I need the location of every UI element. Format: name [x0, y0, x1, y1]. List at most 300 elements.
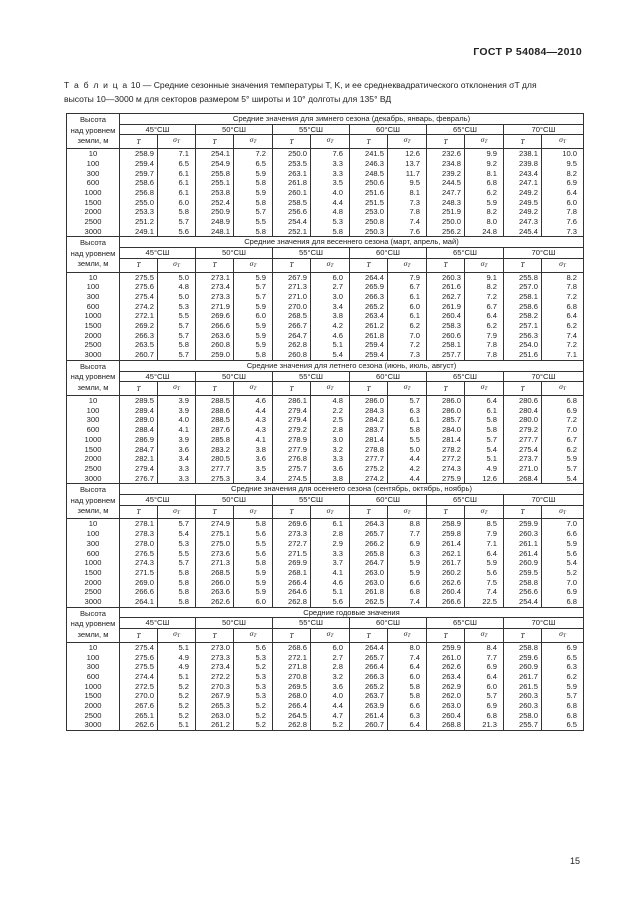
temperature-value: 248.1	[196, 227, 234, 237]
sigma-value: 6.4	[465, 672, 504, 682]
sigma-subscript: T	[407, 139, 411, 146]
sigma-subscript: T	[253, 386, 257, 393]
temperature-value: 256.8	[120, 188, 158, 198]
temperature-value: 268.6	[273, 642, 311, 652]
height-header	[67, 237, 120, 272]
temperature-value: 277.7	[196, 464, 234, 474]
temperature-value: 260.4	[427, 311, 465, 321]
height-value: 1500	[67, 691, 120, 701]
temperature-value: 249.5	[504, 198, 542, 208]
temperature-value: 273.3	[196, 292, 234, 302]
latitude-header: 50°СШ	[196, 124, 273, 135]
sigma-col-header	[388, 505, 427, 519]
sigma-subscript: T	[330, 139, 334, 146]
temperature-col-header: T	[196, 382, 234, 396]
sigma-col-header	[311, 382, 350, 396]
sigma-value: 8.4	[465, 642, 504, 652]
temperature-value: 272.2	[196, 672, 234, 682]
table-row	[67, 587, 584, 597]
table-row	[67, 227, 584, 237]
sigma-col-header	[465, 505, 504, 519]
temperature-value: 271.9	[196, 302, 234, 312]
sigma-value: 5.7	[465, 435, 504, 445]
sigma-value: 5.9	[388, 558, 427, 568]
sigma-col-header	[542, 382, 584, 396]
temperature-value: 270.8	[273, 672, 311, 682]
temperature-value: 249.2	[504, 188, 542, 198]
table-row	[67, 302, 584, 312]
temperature-value: 274.5	[273, 474, 311, 484]
sigma-subscript: T	[253, 139, 257, 146]
table-row	[67, 198, 584, 208]
sigma-value: 6.0	[234, 311, 273, 321]
temperature-col-header: T	[427, 382, 465, 396]
height-value: 1500	[67, 198, 120, 208]
sigma-value: 6.0	[542, 198, 584, 208]
sigma-value: 7.2	[388, 340, 427, 350]
temperature-value: 264.3	[350, 519, 388, 529]
sigma-col-header	[234, 258, 273, 272]
temperature-value: 241.5	[350, 149, 388, 159]
sigma-value: 4.9	[465, 464, 504, 474]
temperature-value: 263.4	[350, 311, 388, 321]
section-header-row	[67, 607, 584, 618]
temperature-value: 271.5	[273, 549, 311, 559]
temperature-value: 261.8	[273, 178, 311, 188]
sigma-value: 7.3	[388, 350, 427, 360]
temperature-value: 270.0	[273, 302, 311, 312]
sigma-value: 7.8	[542, 282, 584, 292]
height-value: 3000	[67, 227, 120, 237]
sigma-value: 5.9	[234, 578, 273, 588]
height-value: 600	[67, 425, 120, 435]
temperature-value: 266.0	[196, 578, 234, 588]
sigma-value: 6.1	[158, 169, 196, 179]
height-header-line: земли, м	[77, 136, 109, 145]
latitude-header: 60°СШ	[350, 248, 427, 259]
temperature-value: 265.7	[350, 653, 388, 663]
temperature-value: 271.5	[120, 568, 158, 578]
table-row	[67, 207, 584, 217]
sigma-value: 5.2	[158, 711, 196, 721]
height-value: 300	[67, 415, 120, 425]
temperature-value: 257.0	[504, 282, 542, 292]
sigma-value: 5.2	[158, 701, 196, 711]
latitude-header: 70°СШ	[504, 124, 584, 135]
sigma-value: 6.1	[158, 188, 196, 198]
sigma-value: 7.2	[234, 149, 273, 159]
temperature-value: 259.0	[196, 350, 234, 360]
height-value: 1000	[67, 311, 120, 321]
temperature-value: 262.1	[427, 549, 465, 559]
sigma-value: 5.5	[158, 549, 196, 559]
sigma-value: 3.0	[311, 435, 350, 445]
sigma-subscript: T	[176, 386, 180, 393]
temperature-value: 275.5	[120, 272, 158, 282]
height-header-line: Высота	[79, 238, 107, 248]
sigma-value: 3.3	[311, 159, 350, 169]
temperature-value: 280.6	[504, 395, 542, 405]
temperature-value: 266.6	[196, 321, 234, 331]
temperature-value: 261.6	[427, 282, 465, 292]
sigma-value: 6.6	[542, 529, 584, 539]
temperature-value: 275.6	[120, 653, 158, 663]
sigma-symbol: σ	[326, 382, 331, 392]
sigma-col-header	[542, 135, 584, 149]
table-row	[67, 159, 584, 169]
sigma-value: 6.9	[465, 662, 504, 672]
temperature-value: 274.3	[427, 464, 465, 474]
temperature-value: 258.9	[427, 519, 465, 529]
temperature-value: 260.3	[427, 272, 465, 282]
sigma-subscript: T	[176, 633, 180, 640]
sigma-value: 6.2	[388, 321, 427, 331]
temperature-value: 259.7	[120, 169, 158, 179]
height-value: 10	[67, 272, 120, 282]
sigma-subscript: T	[176, 509, 180, 516]
sigma-value: 2.2	[311, 406, 350, 416]
temperature-col-header: T	[273, 629, 311, 643]
sigma-value: 6.4	[388, 662, 427, 672]
temperature-value: 268.5	[196, 568, 234, 578]
temperature-value: 251.5	[350, 198, 388, 208]
sigma-value: 5.8	[158, 578, 196, 588]
sigma-value: 5.1	[311, 587, 350, 597]
temperature-value: 266.7	[273, 321, 311, 331]
sigma-value: 7.2	[542, 340, 584, 350]
sigma-value: 6.1	[388, 311, 427, 321]
height-value: 600	[67, 178, 120, 188]
sigma-value: 9.9	[465, 149, 504, 159]
sigma-value: 4.2	[388, 464, 427, 474]
sigma-value: 5.5	[234, 539, 273, 549]
table-row	[67, 331, 584, 341]
temperature-col-header: T	[427, 505, 465, 519]
latitude-header: 45°СШ	[120, 618, 196, 629]
sigma-value: 3.9	[158, 435, 196, 445]
sigma-col-header	[234, 629, 273, 643]
caption-line2: высоты 10—3000 м для секторов размером 5° широты и 10° долготы для 135° ВД	[64, 94, 392, 104]
sigma-subscript: T	[562, 139, 566, 146]
sigma-value: 7.4	[542, 331, 584, 341]
height-header-line: над уровнем	[70, 495, 116, 505]
sigma-value: 6.8	[542, 711, 584, 721]
sigma-value: 6.8	[388, 587, 427, 597]
sigma-symbol: σ	[480, 382, 485, 392]
temperature-value: 261.2	[350, 321, 388, 331]
temperature-value: 262.6	[427, 662, 465, 672]
temperature-value: 269.6	[196, 311, 234, 321]
height-header	[67, 484, 120, 519]
temperature-value: 250.0	[427, 217, 465, 227]
sigma-value: 6.2	[465, 321, 504, 331]
temperature-value: 234.8	[427, 159, 465, 169]
temperature-value: 260.8	[273, 350, 311, 360]
sigma-value: 5.2	[311, 720, 350, 730]
table-row	[67, 568, 584, 578]
height-value: 100	[67, 529, 120, 539]
sigma-value: 5.9	[234, 321, 273, 331]
temperature-value: 275.4	[120, 642, 158, 652]
temperature-value: 265.9	[350, 282, 388, 292]
height-value: 10	[67, 395, 120, 405]
temperature-value: 273.3	[196, 653, 234, 663]
temperature-value: 263.1	[273, 169, 311, 179]
sigma-col-header	[158, 629, 196, 643]
temperature-value: 265.3	[196, 701, 234, 711]
latitude-header: 50°СШ	[196, 371, 273, 382]
sigma-subscript: T	[484, 386, 488, 393]
table-row	[67, 529, 584, 539]
sigma-subscript: T	[562, 509, 566, 516]
sigma-value: 5.6	[311, 597, 350, 607]
temperature-value: 273.1	[196, 272, 234, 282]
sigma-subscript: T	[253, 262, 257, 269]
table-row	[67, 340, 584, 350]
sigma-value: 6.7	[542, 435, 584, 445]
sigma-value: 6.5	[158, 159, 196, 169]
sigma-value: 4.8	[311, 395, 350, 405]
param-row	[67, 382, 584, 396]
sigma-value: 3.8	[234, 445, 273, 455]
sigma-value: 6.1	[388, 292, 427, 302]
sigma-value: 5.9	[542, 454, 584, 464]
sigma-value: 3.6	[311, 682, 350, 692]
temperature-value: 254.1	[196, 149, 234, 159]
height-header-line: Высота	[79, 115, 107, 124]
temperature-value: 264.4	[350, 642, 388, 652]
sigma-col-header	[465, 629, 504, 643]
table-row	[67, 653, 584, 663]
sigma-value: 5.3	[234, 682, 273, 692]
temperature-value: 254.9	[196, 159, 234, 169]
height-value: 2000	[67, 701, 120, 711]
temperature-value: 263.6	[196, 587, 234, 597]
sigma-symbol: σ	[173, 258, 177, 268]
height-value: 2000	[67, 331, 120, 341]
sigma-symbol: σ	[403, 505, 408, 515]
table-row	[67, 691, 584, 701]
temperature-value: 273.7	[504, 454, 542, 464]
sigma-subscript: T	[176, 262, 180, 269]
temperature-value: 238.1	[504, 149, 542, 159]
temperature-value: 266.2	[350, 539, 388, 549]
sigma-value: 7.4	[465, 587, 504, 597]
sigma-value: 5.8	[234, 350, 273, 360]
sigma-value: 7.6	[542, 217, 584, 227]
sigma-value: 5.8	[388, 682, 427, 692]
sigma-value: 8.0	[388, 642, 427, 652]
temperature-value: 261.4	[350, 711, 388, 721]
sigma-symbol: σ	[480, 505, 485, 515]
temperature-value: 265.2	[350, 302, 388, 312]
temperature-value: 289.0	[120, 415, 158, 425]
sigma-value: 6.8	[465, 178, 504, 188]
sigma-value: 8.1	[388, 188, 427, 198]
temperature-value: 247.7	[427, 188, 465, 198]
param-row	[67, 135, 584, 149]
sigma-value: 6.6	[388, 578, 427, 588]
sigma-value: 6.3	[542, 662, 584, 672]
sigma-symbol: σ	[249, 258, 254, 268]
height-value: 1500	[67, 568, 120, 578]
temperature-value: 277.9	[273, 445, 311, 455]
table-row	[67, 464, 584, 474]
height-header-line: над уровнем	[70, 372, 116, 382]
temperature-value: 239.8	[504, 159, 542, 169]
sigma-symbol: σ	[559, 505, 563, 515]
temperature-value: 258.3	[427, 321, 465, 331]
sigma-value: 6.4	[542, 188, 584, 198]
temperature-col-header: T	[120, 382, 158, 396]
table-row	[67, 350, 584, 360]
temperature-value: 274.2	[120, 302, 158, 312]
temperature-value: 254.4	[273, 217, 311, 227]
latitude-header: 65°СШ	[427, 371, 504, 382]
sigma-value: 5.7	[158, 350, 196, 360]
temperature-value: 269.9	[273, 558, 311, 568]
temperature-value: 268.8	[427, 720, 465, 730]
temperature-value: 289.4	[120, 406, 158, 416]
temperature-value: 277.7	[504, 435, 542, 445]
table-row	[67, 149, 584, 159]
temperature-value: 275.3	[196, 474, 234, 484]
sigma-col-header	[158, 505, 196, 519]
sigma-symbol: σ	[559, 258, 563, 268]
latitude-header: 60°СШ	[350, 124, 427, 135]
temperature-value: 262.9	[427, 682, 465, 692]
temperature-value: 262.5	[350, 597, 388, 607]
latitude-row	[67, 495, 584, 506]
height-value: 1000	[67, 558, 120, 568]
sigma-subscript: T	[407, 262, 411, 269]
temperature-value: 262.8	[273, 597, 311, 607]
section-title: Средние годовые значения	[120, 607, 584, 618]
height-header-line: над уровнем	[70, 125, 116, 135]
sigma-value: 6.1	[311, 519, 350, 529]
temperature-value: 279.4	[273, 406, 311, 416]
sigma-value: 7.8	[465, 340, 504, 350]
temperature-col-header: T	[504, 135, 542, 149]
temperature-value: 266.3	[350, 292, 388, 302]
sigma-col-header	[158, 382, 196, 396]
sigma-value: 5.8	[311, 227, 350, 237]
temperature-value: 275.4	[504, 445, 542, 455]
temperature-value: 251.2	[120, 217, 158, 227]
temperature-value: 263.5	[120, 340, 158, 350]
height-value: 2500	[67, 340, 120, 350]
latitude-header: 45°СШ	[120, 248, 196, 259]
sigma-value: 4.8	[158, 282, 196, 292]
sigma-value: 6.1	[388, 415, 427, 425]
temperature-value: 275.0	[196, 539, 234, 549]
sigma-value: 7.9	[388, 272, 427, 282]
sigma-value: 7.0	[388, 331, 427, 341]
sigma-value: 3.3	[158, 464, 196, 474]
temperature-value: 277.7	[350, 454, 388, 464]
temperature-value: 258.6	[504, 302, 542, 312]
sigma-value: 11.7	[388, 169, 427, 179]
sigma-subscript: T	[330, 262, 334, 269]
sigma-col-header	[388, 382, 427, 396]
sigma-value: 5.9	[234, 272, 273, 282]
sigma-value: 6.9	[542, 178, 584, 188]
sigma-value: 4.8	[311, 207, 350, 217]
sigma-value: 6.0	[158, 198, 196, 208]
temperature-col-header: T	[120, 258, 158, 272]
sigma-col-header	[311, 505, 350, 519]
sigma-value: 12.6	[465, 474, 504, 484]
sigma-value: 7.8	[465, 350, 504, 360]
temperature-value: 282.1	[120, 454, 158, 464]
sigma-symbol: σ	[249, 505, 254, 515]
sigma-value: 5.3	[234, 653, 273, 663]
table-row	[67, 188, 584, 198]
temperature-value: 260.1	[273, 188, 311, 198]
sigma-value: 5.9	[542, 682, 584, 692]
sigma-value: 5.5	[388, 435, 427, 445]
sigma-subscript: T	[562, 262, 566, 269]
temperature-value: 288.5	[196, 415, 234, 425]
temperature-col-header: T	[120, 629, 158, 643]
sigma-value: 4.0	[311, 691, 350, 701]
temperature-value: 265.1	[120, 711, 158, 721]
latitude-header: 45°СШ	[120, 371, 196, 382]
temperature-value: 286.0	[427, 395, 465, 405]
temperature-value: 268.1	[273, 568, 311, 578]
height-header-line: над уровнем	[70, 619, 116, 629]
table-row	[67, 178, 584, 188]
latitude-header: 70°СШ	[504, 248, 584, 259]
sigma-value: 4.4	[388, 454, 427, 464]
temperature-value: 262.8	[273, 720, 311, 730]
temperature-value: 274.9	[196, 519, 234, 529]
temperature-value: 255.1	[196, 178, 234, 188]
sigma-value: 5.2	[542, 568, 584, 578]
temperature-value: 254.0	[504, 340, 542, 350]
sigma-value: 4.9	[158, 662, 196, 672]
temperature-value: 266.4	[273, 578, 311, 588]
temperature-value: 256.6	[273, 207, 311, 217]
temperature-value: 261.1	[504, 539, 542, 549]
height-value: 100	[67, 159, 120, 169]
temperature-value: 279.2	[504, 425, 542, 435]
sigma-value: 6.2	[542, 321, 584, 331]
height-value: 600	[67, 302, 120, 312]
sigma-symbol: σ	[403, 382, 408, 392]
sigma-value: 5.3	[234, 691, 273, 701]
sigma-col-header	[542, 258, 584, 272]
sigma-value: 5.7	[158, 331, 196, 341]
temperature-value: 288.4	[120, 425, 158, 435]
sigma-value: 4.2	[311, 321, 350, 331]
sigma-value: 10.0	[542, 149, 584, 159]
sigma-value: 5.6	[158, 227, 196, 237]
sigma-value: 7.1	[542, 350, 584, 360]
temperature-value: 271.3	[196, 558, 234, 568]
sigma-subscript: T	[407, 386, 411, 393]
sigma-value: 3.6	[311, 464, 350, 474]
latitude-row	[67, 124, 584, 135]
temperature-value: 249.2	[504, 207, 542, 217]
temperature-value: 255.8	[196, 169, 234, 179]
sigma-value: 5.8	[158, 207, 196, 217]
temperature-value: 276.8	[273, 454, 311, 464]
sigma-symbol: σ	[249, 629, 254, 639]
sigma-symbol: σ	[559, 629, 563, 639]
temperature-value: 256.6	[504, 587, 542, 597]
temperature-value: 272.1	[273, 653, 311, 663]
